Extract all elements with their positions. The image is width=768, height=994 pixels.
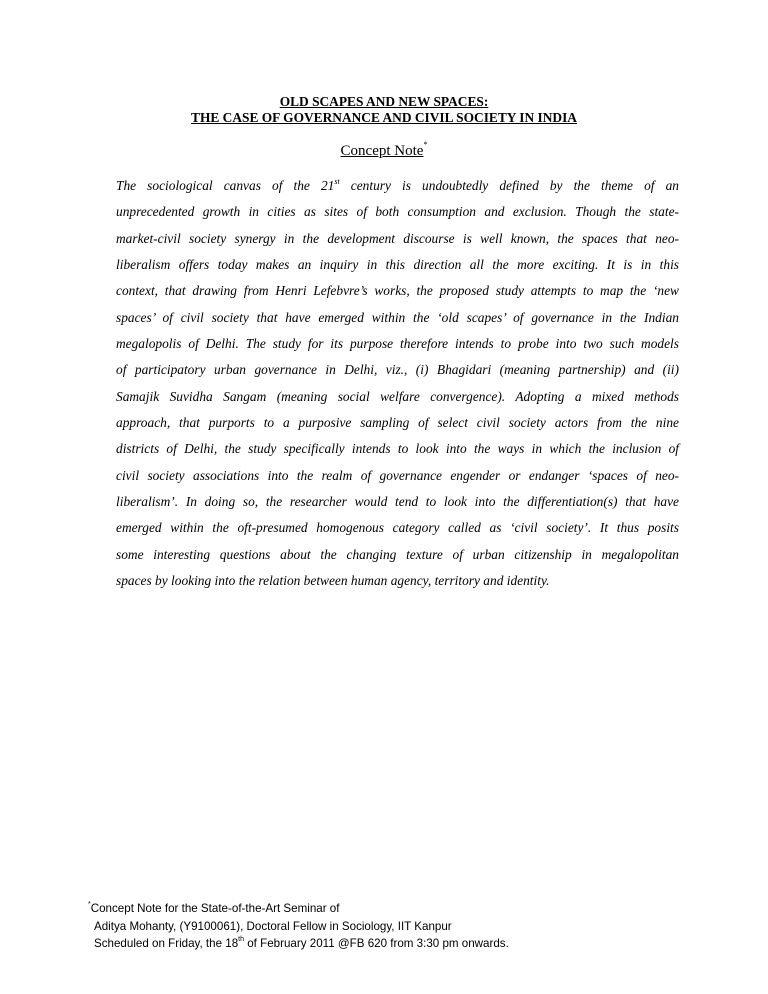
abstract-line: emerged within the oft-presumed homogenous category called as ‘civil society’. It thus posits <box>116 520 679 536</box>
abstract-line: context, that drawing from Henri Lefebvre’s works, the proposed study attempts to map the ‘new <box>116 283 679 299</box>
concept-note-marker: * <box>423 140 428 149</box>
abstract-line: liberalism offers today makes an inquiry in this direction all the more exciting. It is in this <box>116 257 679 273</box>
title-line-2: THE CASE OF GOVERNANCE AND CIVIL SOCIETY IN INDIA <box>191 110 577 125</box>
abstract-line: of participatory urban governance in Delhi, viz., (i) Bhagidari (meaning partnership) and (ii) <box>116 362 679 378</box>
abstract-line: civil society associations into the realm of governance engender or endanger ‘spaces of neo- <box>116 467 679 483</box>
footnote-text: Scheduled on Friday, the 18 <box>94 937 239 950</box>
abstract-line: market-civil society synergy in the development discourse is well known, the spaces that neo- <box>116 230 679 246</box>
abstract-line: districts of Delhi, the study specifically intends to look into the ways in which the inclusion of <box>116 441 679 457</box>
footnote-text: Concept Note for the State-of-the-Art Seminar of <box>90 902 340 915</box>
abstract-paragraph <box>116 173 679 595</box>
footnote-line <box>88 935 688 953</box>
ordinal-suffix: st <box>334 177 340 186</box>
abstract-line: Samajik Suvidha Sangam (meaning social welfare convergence). Adopting a mixed methods <box>116 388 679 404</box>
footnote-line <box>88 900 688 918</box>
abstract-line: liberalism’. In doing so, the researcher would tend to look into the differentiation(s) that have <box>116 494 679 510</box>
abstract-line: megalopolis of Delhi. The study for its purpose therefore intends to probe into two such models <box>116 336 679 352</box>
abstract-line: spaces by looking into the relation between human agency, territory and identity. <box>116 573 550 589</box>
concept-note-label: Concept Note <box>340 143 424 159</box>
abstract-line: spaces’ of civil society that have emerged within the ‘old scapes’ of governance in the Indian <box>116 309 679 325</box>
abstract-line: approach, that purports to a purposive sampling of select civil society actors from the nine <box>116 415 679 431</box>
abstract-line: unprecedented growth in cities as sites of both consumption and exclusion. Though the state- <box>116 204 679 220</box>
footnote-line: Aditya Mohanty, (Y9100061), Doctoral Fellow in Sociology, IIT Kanpur <box>94 919 452 933</box>
concept-note-heading <box>0 142 768 160</box>
abstract-line: some interesting questions about the changing texture of urban citizenship in megalopolitan <box>116 546 679 562</box>
footnote-text: of February 2011 @FB 620 from 3:30 pm onwards. <box>244 937 509 950</box>
abstract-text: century is undoubtedly defined by the theme of an <box>339 178 679 193</box>
ordinal-suffix: th <box>238 936 245 943</box>
footnote <box>88 900 688 953</box>
abstract-text: The sociological canvas of the 21 <box>116 178 335 193</box>
title-line-1: OLD SCAPES AND NEW SPACES: <box>279 94 489 109</box>
footnote-marker: * <box>88 901 91 908</box>
abstract-line <box>116 173 679 199</box>
